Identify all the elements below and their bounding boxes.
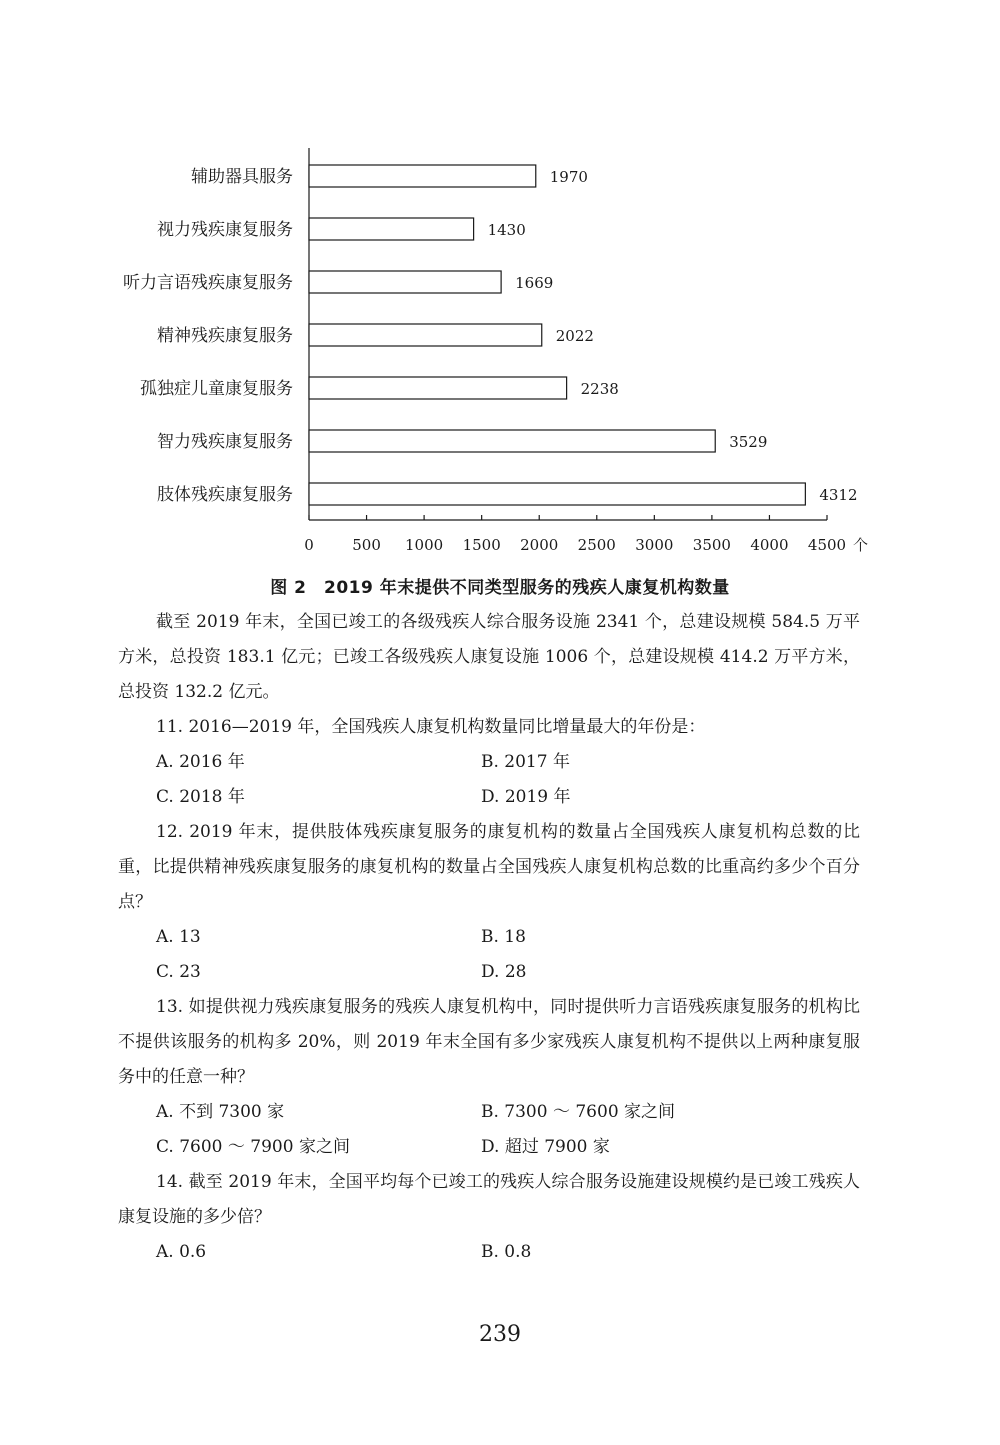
- data-label: 4312: [819, 486, 858, 504]
- x-tick-label: 2000: [520, 536, 559, 554]
- x-tick-label: 4500: [807, 536, 847, 554]
- question-text: 13. 如提供视力残疾康复服务的残疾人康复机构中，同时提供听力言语残疾康复服务的机构比不提供该服务的机构多 20%，则 2019 年末全国有多少家残疾人康复机构不提供以上两种康复服务中的任意一种？: [118, 997, 860, 1087]
- category-label: 精神残疾康复服务: [157, 326, 293, 346]
- x-axis-unit: 个: [853, 536, 869, 554]
- x-tick-label: 4000: [750, 536, 789, 554]
- option-c[interactable]: C. 2018 年: [156, 787, 245, 807]
- question-12: [118, 815, 860, 990]
- x-tick-label: 3500: [692, 536, 731, 554]
- data-label: 3529: [729, 433, 768, 451]
- data-label: 1970: [549, 168, 588, 186]
- bar: [309, 271, 501, 293]
- x-tick-label: 1500: [462, 536, 501, 554]
- data-label: 2022: [555, 327, 594, 345]
- category-label: 辅助器具服务: [191, 167, 293, 187]
- option-d[interactable]: D. 超过 7900 家: [481, 1137, 610, 1157]
- bar: [309, 218, 474, 240]
- option-a[interactable]: A. 2016 年: [156, 752, 245, 772]
- option-b[interactable]: B. 2017 年: [481, 752, 570, 772]
- options: [118, 1235, 860, 1270]
- option-b[interactable]: B. 0.8: [481, 1242, 532, 1262]
- options: [118, 1095, 860, 1165]
- category-label: 孤独症儿童康复服务: [140, 379, 293, 399]
- question-11: [118, 710, 860, 815]
- x-tick-label: 2500: [577, 536, 616, 554]
- bar: [309, 377, 567, 399]
- data-label: 1669: [515, 274, 554, 292]
- x-tick-label: 500: [352, 536, 381, 554]
- bar: [309, 483, 805, 505]
- option-d[interactable]: D. 28: [481, 962, 527, 982]
- option-a[interactable]: A. 13: [156, 927, 201, 947]
- bar: [309, 324, 542, 346]
- category-label: 视力残疾康复服务: [157, 220, 293, 240]
- option-c[interactable]: C. 7600 ～ 7900 家之间: [156, 1137, 350, 1157]
- option-a[interactable]: A. 不到 7300 家: [156, 1102, 285, 1122]
- option-b[interactable]: B. 18: [481, 927, 526, 947]
- category-label: 肢体残疾康复服务: [157, 485, 293, 505]
- question-text: 11. 2016—2019 年，全国残疾人康复机构数量同比增量最大的年份是：: [156, 717, 706, 737]
- options: [118, 745, 860, 815]
- figure-caption: 图 2 2019 年末提供不同类型服务的残疾人康复机构数量: [270, 578, 730, 598]
- page-number: 239: [479, 1322, 521, 1347]
- bar: [309, 165, 536, 187]
- option-c[interactable]: C. 23: [156, 962, 201, 982]
- options: [118, 920, 860, 990]
- x-tick-label: 1000: [405, 536, 444, 554]
- data-label: 1430: [487, 221, 526, 239]
- data-label: 2238: [580, 380, 619, 398]
- bar: [309, 430, 715, 452]
- bar-chart: [0, 140, 1000, 560]
- question-text: 12. 2019 年末，提供肢体残疾康复服务的康复机构的数量占全国残疾人康复机构总数的比重，比提供精神残疾康复服务的康复机构的数量占全国残疾人康复机构总数的比重高约多少个百分点？: [118, 822, 860, 912]
- category-label: 智力残疾康复服务: [157, 432, 293, 452]
- question-13: [118, 990, 860, 1165]
- option-a[interactable]: A. 0.6: [156, 1242, 207, 1262]
- category-label: 听力言语残疾康复服务: [123, 273, 293, 293]
- option-b[interactable]: B. 7300 ～ 7600 家之间: [481, 1102, 676, 1122]
- intro-paragraph: 截至 2019 年末，全国已竣工的各级残疾人综合服务设施 2341 个，总建设规模 584.5 万平方米，总投资 183.1 亿元；已竣工各级残疾人康复设施 1006 个，总建设规模 414.2 万平方米，总投资 132.2 亿元。: [118, 612, 860, 702]
- x-tick-label: 0: [304, 536, 314, 554]
- x-tick-label: 3000: [635, 536, 674, 554]
- question-text: 14. 截至 2019 年末，全国平均每个已竣工的残疾人综合服务设施建设规模约是已竣工残疾人康复设施的多少倍？: [118, 1172, 860, 1227]
- question-14: [118, 1165, 860, 1270]
- option-d[interactable]: D. 2019 年: [481, 787, 571, 807]
- body-text: [118, 605, 860, 1270]
